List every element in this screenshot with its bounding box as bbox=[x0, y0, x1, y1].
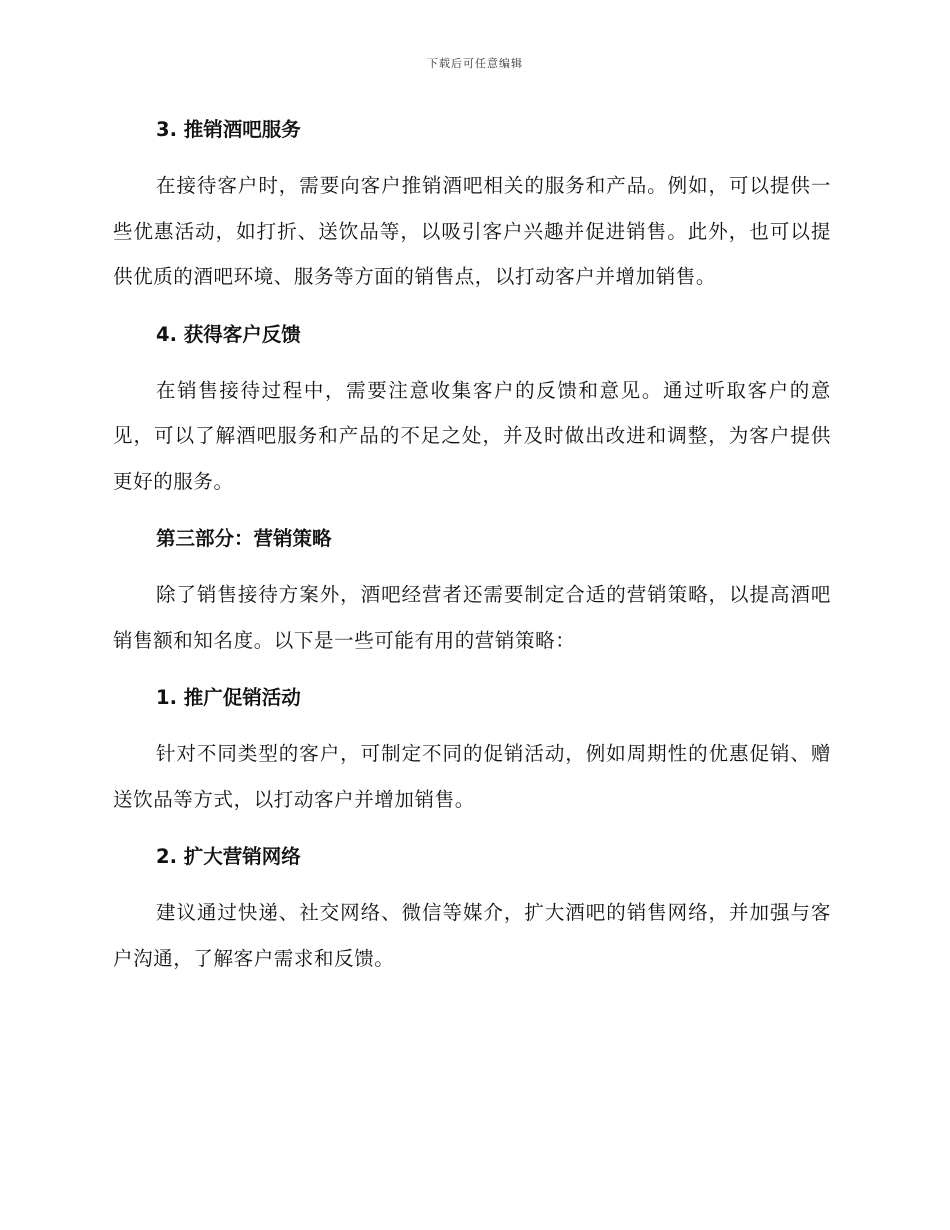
section-heading: 2. 扩大营销网络 bbox=[156, 845, 301, 868]
section-paragraph: 在销售接待过程中，需要注意收集客户的反馈和意见。通过听取客户的意见，可以了解酒吧服务和产品的不足之处，并及时做出改进和调整，为客户提供更好的服务。 bbox=[113, 378, 831, 493]
section-heading: 1. 推广促销活动 bbox=[156, 686, 301, 709]
header-note: 下载后可任意编辑 bbox=[427, 57, 523, 70]
section-heading: 4. 获得客户反馈 bbox=[156, 322, 301, 346]
section-paragraph: 针对不同类型的客户，可制定不同的促销活动，例如周期性的优惠促销、赠送饮品等方式，以打动客户并增加销售。 bbox=[113, 742, 831, 811]
document-body bbox=[113, 110, 831, 981]
section-paragraph: 除了销售接待方案外，酒吧经营者还需要制定合适的营销策略，以提高酒吧销售额和知名度。以下是一些可能有用的营销策略： bbox=[113, 583, 831, 652]
section-paragraph: 在接待客户时，需要向客户推销酒吧相关的服务和产品。例如，可以提供一些优惠活动，如打折、送饮品等，以吸引客户兴趣并促进销售。此外，也可以提供优质的酒吧环境、服务等方面的销售点，以打动客户并增加销售。 bbox=[113, 174, 831, 288]
section-heading: 3. 推销酒吧服务 bbox=[156, 118, 301, 141]
section-paragraph: 建议通过快递、社交网络、微信等媒介，扩大酒吧的销售网络，并加强与客户沟通，了解客户需求和反馈。 bbox=[113, 901, 831, 970]
section-heading: 第三部分：营销策略 bbox=[156, 527, 332, 550]
